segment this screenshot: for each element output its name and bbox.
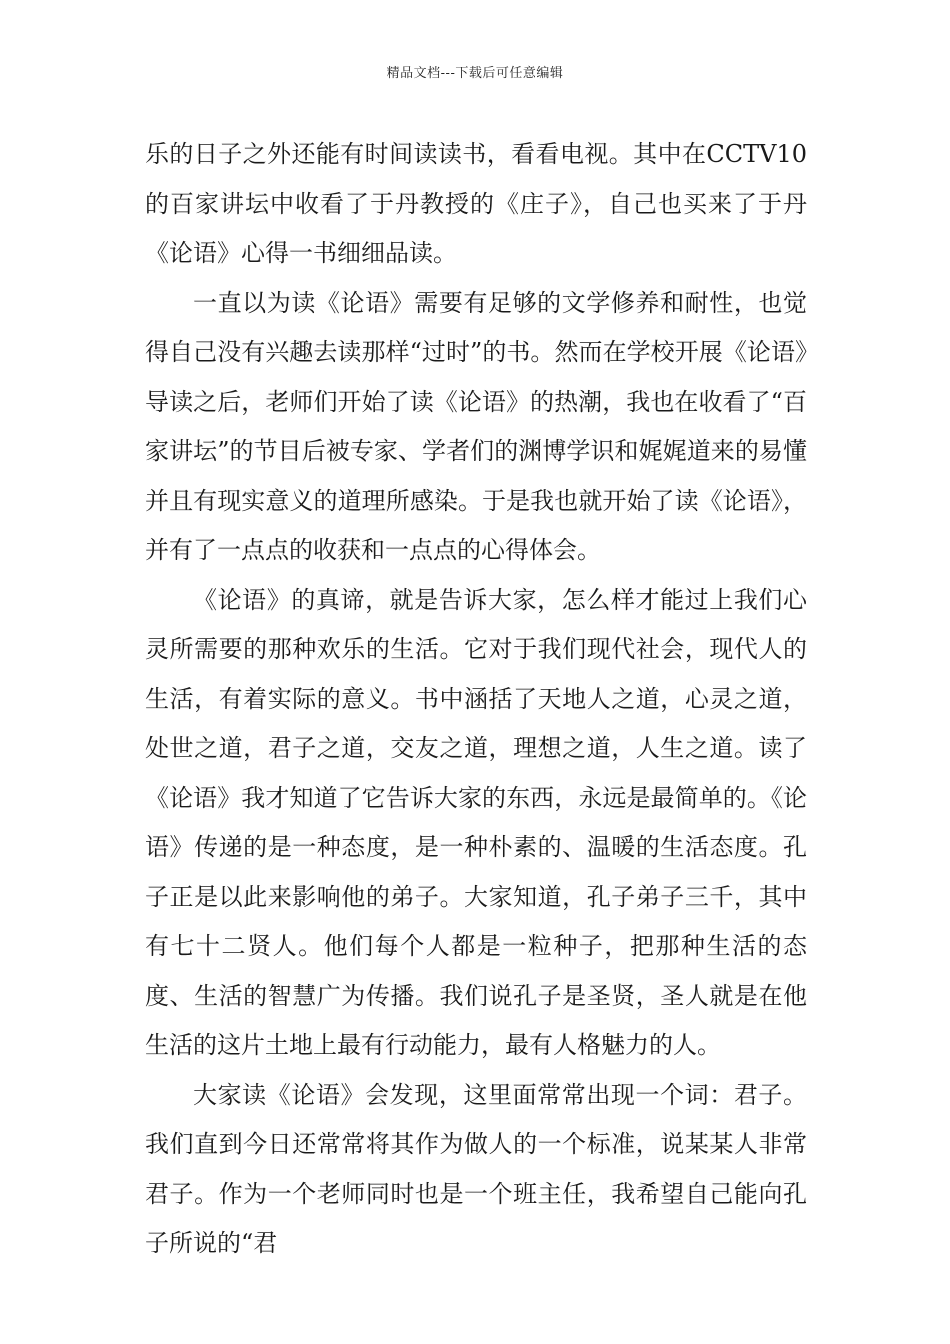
page-header: 精品文档---下载后可任意编辑: [386, 66, 564, 81]
paragraph-1: 乐的日子之外还能有时间读读书，看看电视。其中在CCTV10的百家讲坛中收看了于丹教授的《庄子》，自己也买来了于丹《论语》心得一书细细品读。: [145, 140, 807, 267]
document-body: [145, 130, 807, 1269]
paragraph-4: 大家读《论语》会发现，这里面常常出现一个词：君子。我们直到今日还常常将其作为做人的一个标准，说某某人非常君子。作为一个老师同时也是一个班主任，我希望自己能向孔子所说的“君: [145, 1080, 807, 1257]
paragraph-3: 《论语》的真谛，就是告诉大家，怎么样才能过上我们心灵所需要的那种欢乐的生活。它对于我们现代社会，现代人的生活，有着实际的意义。书中涵括了天地人之道，心灵之道，处世之道，君子之道，交友之道，理想之道，人生之道。读了《论语》我才知道了它告诉大家的东西，永远是最简单的。《论语》传递的是一种态度，是一种朴素的、温暖的生活态度。孔子正是以此来影响他的弟子。大家知道，孔子弟子三千，其中有七十二贤人。他们每个人都是一粒种子，把那种生活的态度、生活的智慧广为传播。我们说孔子是圣贤，圣人就是在他生活的这片土地上最有行动能力，最有人格魅力的人。: [145, 585, 807, 1059]
paragraph-2: 一直以为读《论语》需要有足够的文学修养和耐性，也觉得自己没有兴趣去读那样“过时”的书。然而在学校开展《论语》导读之后，老师们开始了读《论语》的热潮，我也在收看了“百家讲坛”的节目后被专家、学者们的渊博学识和娓娓道来的易懂并且有现实意义的道理所感染。于是我也就开始了读《论语》，并有了一点点的收获和一点点的心得体会。: [145, 288, 807, 564]
